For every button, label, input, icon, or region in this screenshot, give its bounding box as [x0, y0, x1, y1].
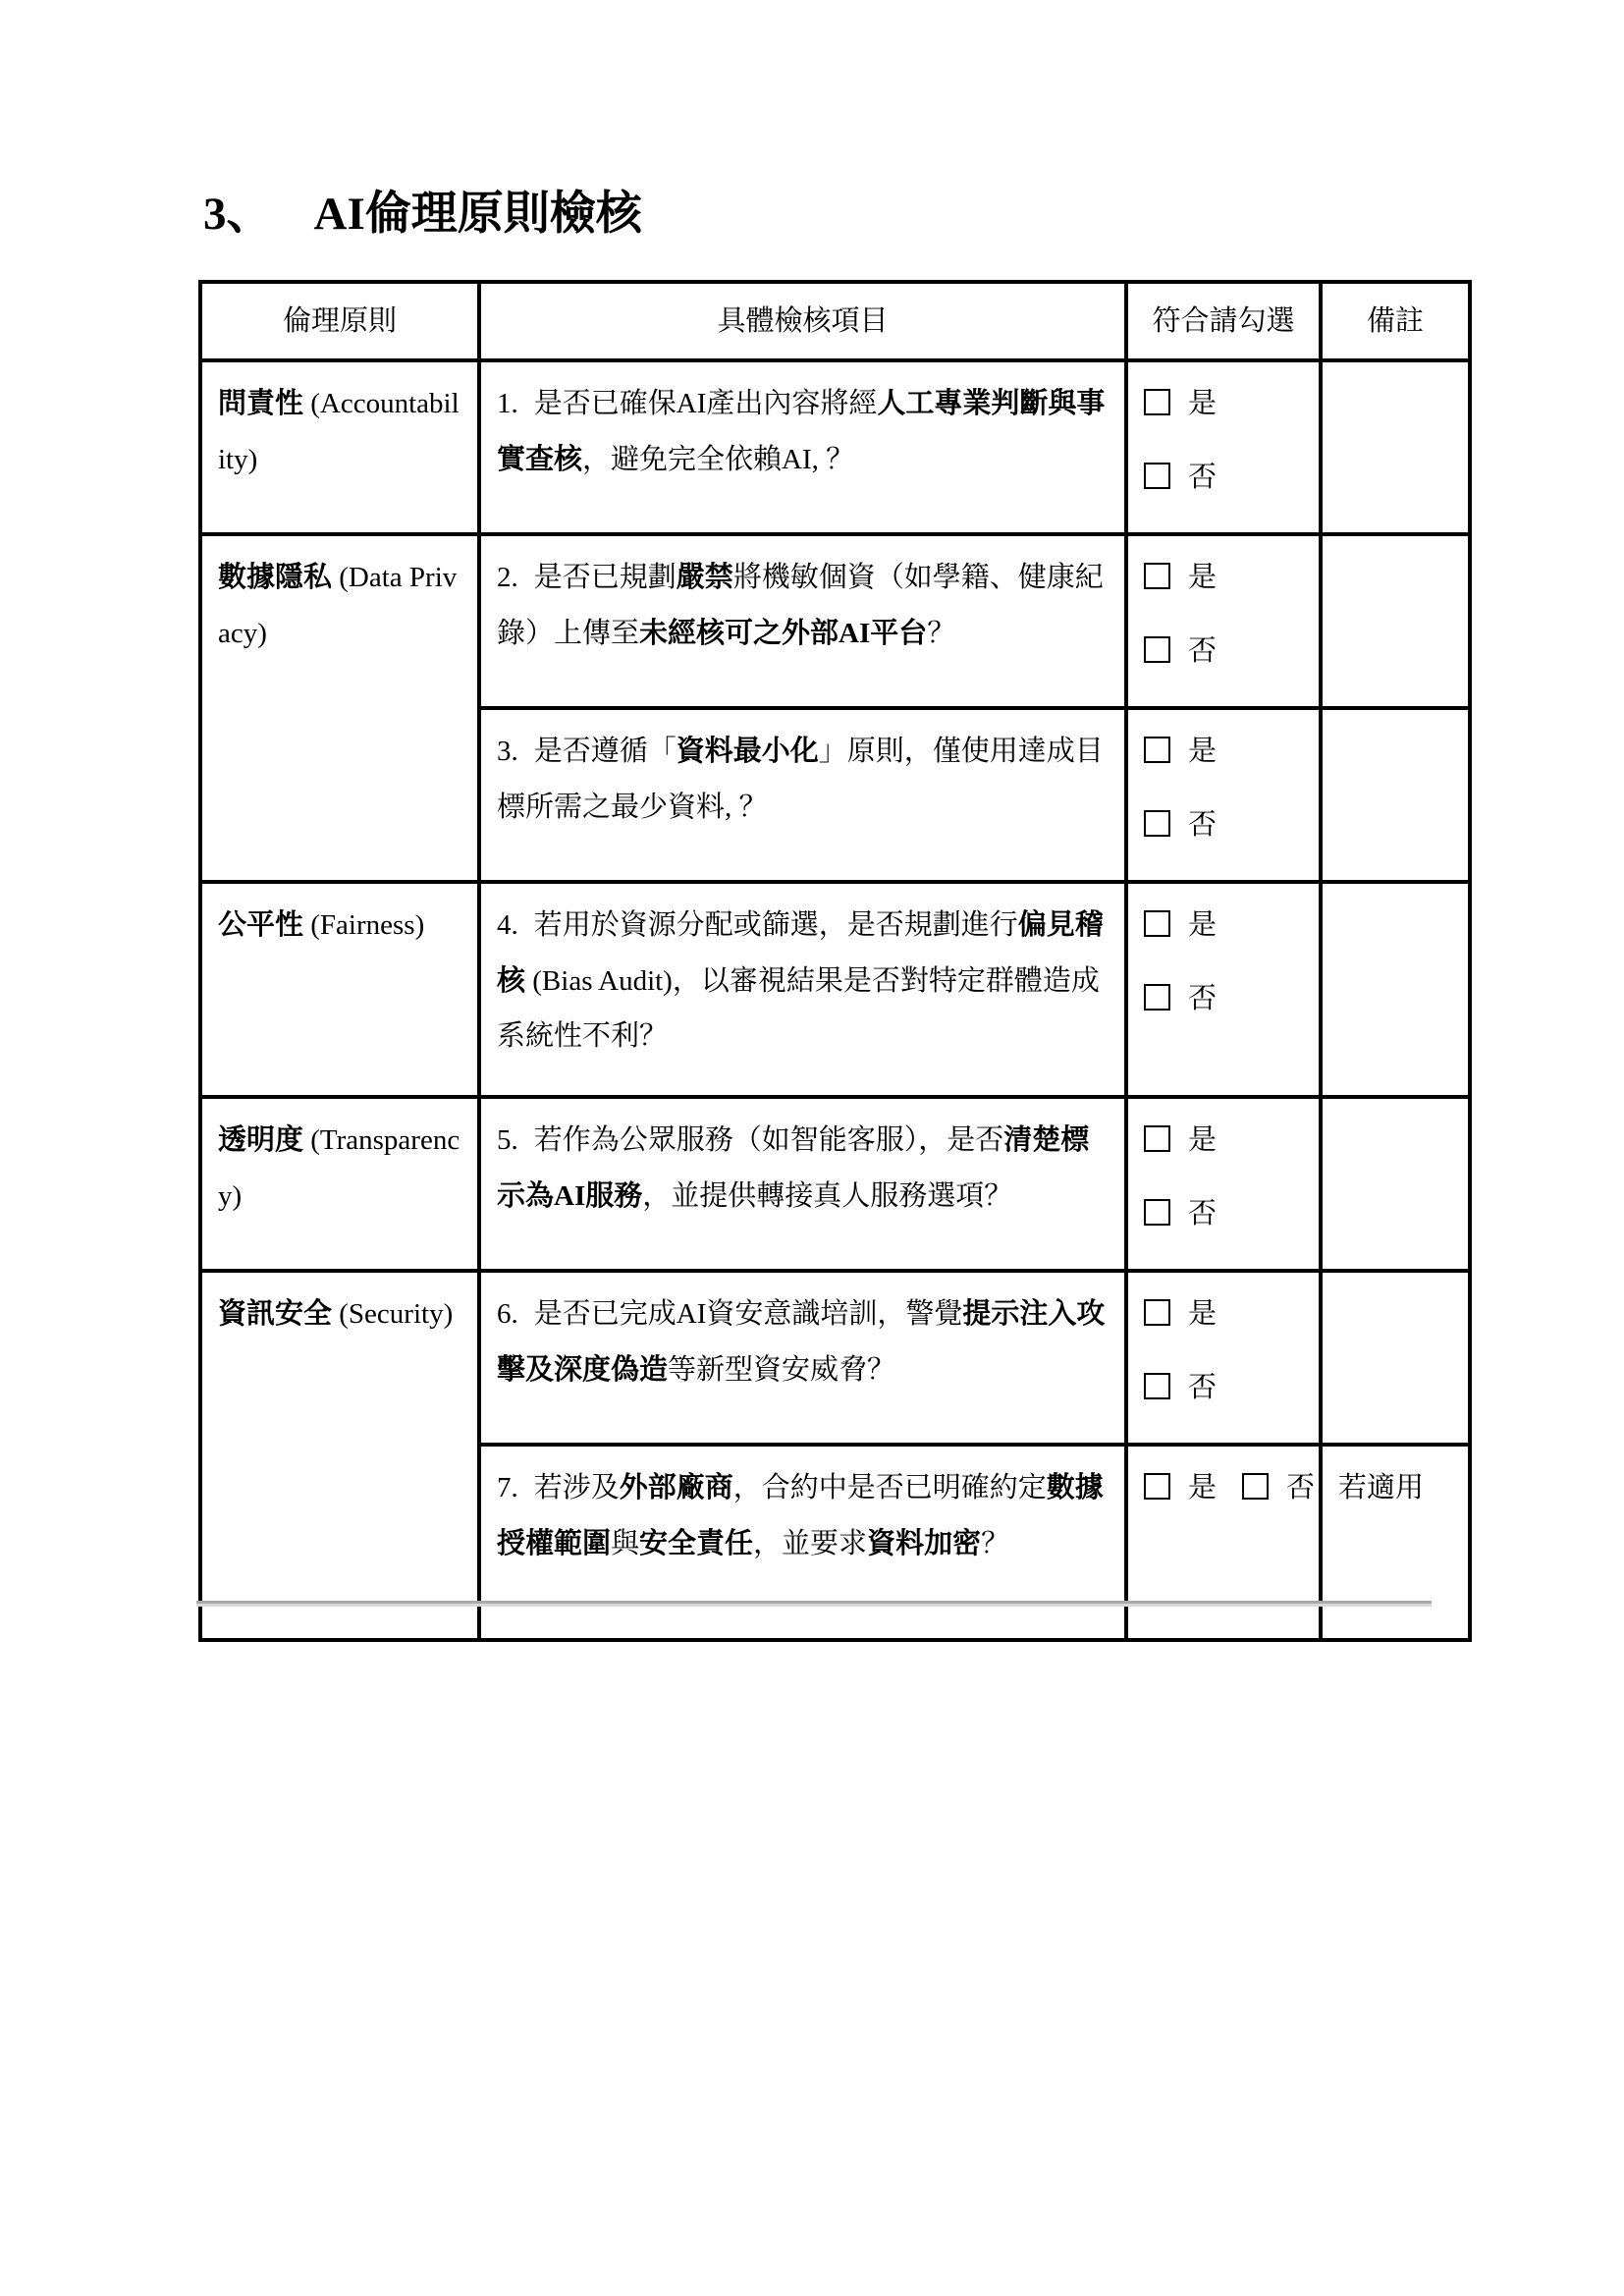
item-7-number: 7.	[497, 1472, 518, 1504]
item-6-number: 6.	[497, 1298, 518, 1331]
principle-data-privacy	[200, 534, 479, 882]
item-4-yes-checkbox[interactable]	[1144, 910, 1170, 937]
item-4-yes-label: 是	[1188, 909, 1218, 942]
page-title	[203, 185, 642, 245]
question-item-1: 1. 是否已確保AI產出內容將經人工專業判斷與事實查核，避免完全依賴AI, ？	[479, 360, 1126, 534]
remark-cell-item-6	[1321, 1271, 1470, 1445]
question-item-3: 3. 是否遵循「資料最小化」原則，僅使用達成目標所需之最少資料, ？	[479, 708, 1126, 882]
principle-accountability	[200, 360, 479, 534]
checkbox-cell-item-4	[1126, 882, 1321, 1097]
item-2-no-checkbox[interactable]	[1144, 636, 1170, 663]
remark-cell-item-7	[1321, 1445, 1470, 1640]
item-7-no-checkbox[interactable]	[1242, 1473, 1269, 1500]
item-3-no-checkbox[interactable]	[1144, 810, 1170, 837]
item-4-number: 4.	[497, 909, 518, 942]
item-6-no-checkbox[interactable]	[1144, 1373, 1170, 1399]
item-7-yes-checkbox[interactable]	[1144, 1473, 1170, 1500]
item-6-yes-checkbox[interactable]	[1144, 1299, 1170, 1326]
title-text: AI倫理原則檢核	[313, 189, 642, 240]
title-number: 3、	[203, 189, 273, 240]
remark-cell-item-4	[1321, 882, 1470, 1097]
item-4-no-label: 否	[1188, 982, 1218, 1014]
table-row-item-5	[200, 1097, 1470, 1271]
checkbox-cell-item-1	[1126, 360, 1321, 534]
checkbox-cell-item-2	[1126, 534, 1321, 708]
question-item-2: 2. 是否已規劃嚴禁將機敏個資（如學籍、健康紀錄）上傳至未經核可之外部AI平台？	[479, 534, 1126, 708]
item-5-yes-checkbox[interactable]	[1144, 1125, 1170, 1152]
question-item-7: 7. 若涉及外部廠商，合約中是否已明確約定數據授權範圍與安全責任，並要求資料加密？	[479, 1445, 1126, 1640]
item-1-no-checkbox[interactable]	[1144, 463, 1170, 489]
remark-cell-item-3	[1321, 708, 1470, 882]
header-check-select: 符合請勾選	[1126, 282, 1321, 360]
principle-fairness-en: (Fairness)	[303, 909, 425, 942]
principle-fairness-zh: 公平性	[218, 909, 304, 942]
principle-accountability-en: (Accountability)	[218, 388, 460, 475]
item-1-yes-checkbox[interactable]	[1144, 389, 1170, 415]
table-row-item-4	[200, 882, 1470, 1097]
item-7-yes-label: 是	[1188, 1472, 1218, 1504]
item-6-yes-label: 是	[1188, 1298, 1218, 1331]
principle-data-privacy-zh: 數據隱私	[218, 562, 333, 594]
item-2-no-label: 否	[1188, 634, 1218, 667]
principle-fairness	[200, 882, 479, 1097]
item-3-no-label: 否	[1188, 808, 1218, 841]
item-5-no-label: 否	[1188, 1197, 1218, 1230]
question-item-6: 6. 是否已完成AI資安意識培訓，警覺提示注入攻擊及深度偽造等新型資安威脅？	[479, 1271, 1126, 1445]
checkbox-cell-item-3	[1126, 708, 1321, 882]
item-6-no-label: 否	[1188, 1371, 1218, 1403]
item-4-no-checkbox[interactable]	[1144, 984, 1170, 1011]
item-1-no-label: 否	[1188, 461, 1218, 493]
item-2-yes-label: 是	[1188, 562, 1218, 594]
principle-transparency-en: (Transparency)	[218, 1124, 460, 1212]
item-7-remark-text: 若適用	[1338, 1472, 1425, 1504]
checkbox-cell-item-7	[1126, 1445, 1321, 1640]
checkbox-cell-item-6	[1126, 1271, 1321, 1445]
item-5-no-checkbox[interactable]	[1144, 1199, 1170, 1226]
checkbox-cell-item-5	[1126, 1097, 1321, 1271]
item-3-number: 3.	[497, 736, 518, 768]
item-2-yes-checkbox[interactable]	[1144, 563, 1170, 589]
remark-cell-item-1	[1321, 360, 1470, 534]
item-5-yes-label: 是	[1188, 1124, 1218, 1157]
item-1-yes-label: 是	[1188, 388, 1218, 419]
principle-transparency	[200, 1097, 479, 1271]
item-3-yes-label: 是	[1188, 736, 1218, 768]
item-3-yes-checkbox[interactable]	[1144, 737, 1170, 763]
table-header-row	[200, 282, 1470, 360]
item-5-number: 5.	[497, 1124, 518, 1157]
principle-transparency-zh: 透明度	[218, 1124, 304, 1157]
header-check-item: 具體檢核項目	[479, 282, 1126, 360]
question-item-4: 4. 若用於資源分配或篩選，是否規劃進行偏見稽核 (Bias Audit)，以審視結果是否對特定群體造成系統性不利？	[479, 882, 1126, 1097]
table-row-item-2	[200, 534, 1470, 708]
principle-security	[200, 1271, 479, 1640]
principle-accountability-zh: 問責性	[218, 388, 304, 419]
remark-cell-item-2	[1321, 534, 1470, 708]
table-row-item-6	[200, 1271, 1470, 1445]
header-principle: 倫理原則	[200, 282, 479, 360]
horizontal-rule	[196, 1601, 1432, 1607]
item-1-number: 1.	[497, 388, 518, 419]
item-7-no-label: 否	[1286, 1472, 1316, 1504]
principle-data-privacy-en: (Data Privacy)	[218, 562, 458, 649]
table-row-item-1	[200, 360, 1470, 534]
remark-cell-item-5	[1321, 1097, 1470, 1271]
question-item-5: 5. 若作為公眾服務（如智能客服），是否清楚標示為AI服務，並提供轉接真人服務選項？	[479, 1097, 1126, 1271]
principle-security-en: (Security)	[332, 1298, 454, 1331]
header-remark: 備註	[1321, 282, 1470, 360]
principle-security-zh: 資訊安全	[218, 1298, 333, 1331]
ethics-checklist-table	[198, 280, 1472, 1642]
item-2-number: 2.	[497, 562, 518, 594]
